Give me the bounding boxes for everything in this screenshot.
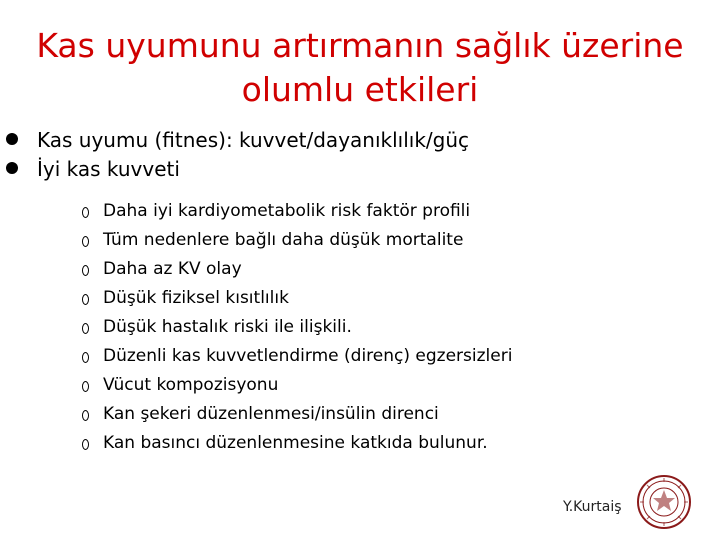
hollow-circle-bullet-icon	[82, 294, 89, 305]
main-bullet-list	[6, 126, 469, 184]
sub-bullet-item	[82, 371, 512, 400]
university-seal-icon	[636, 474, 692, 530]
hollow-circle-bullet-icon	[82, 265, 89, 276]
hollow-circle-bullet-icon	[82, 323, 89, 334]
hollow-circle-bullet-icon	[82, 352, 89, 363]
author-signature: Y.Kurtaiş	[563, 499, 622, 515]
sub-bullet-text: Tüm nedenlere bağlı daha düşük mortalite	[103, 230, 464, 250]
sub-bullet-list	[82, 197, 512, 458]
main-bullet-item	[6, 126, 469, 155]
hollow-circle-bullet-icon	[82, 410, 89, 421]
main-bullet-text: Kas uyumu (fitnes): kuvvet/dayanıklılık/güç	[37, 128, 470, 152]
hollow-circle-bullet-icon	[82, 236, 89, 247]
sub-bullet-item	[82, 226, 512, 255]
sub-bullet-text: Daha iyi kardiyometabolik risk faktör profili	[103, 201, 471, 221]
sub-bullet-text: Düzenli kas kuvvetlendirme (direnç) egzersizleri	[103, 346, 513, 366]
sub-bullet-item	[82, 313, 512, 342]
sub-bullet-text: Daha az KV olay	[103, 259, 242, 279]
title-line-2: olumlu etkileri	[241, 70, 479, 109]
filled-circle-bullet-icon	[6, 162, 18, 174]
title-line-1: Kas uyumunu artırmanın sağlık üzerine	[36, 26, 684, 65]
filled-circle-bullet-icon	[6, 133, 18, 145]
sub-bullet-text: Düşük hastalık riski ile ilişkili.	[103, 317, 352, 337]
main-bullet-item	[6, 155, 469, 184]
sub-bullet-text: Vücut kompozisyonu	[103, 375, 279, 395]
hollow-circle-bullet-icon	[82, 439, 89, 450]
sub-bullet-item	[82, 429, 512, 458]
sub-bullet-text: Kan şekeri düzenlenmesi/insülin direnci	[103, 404, 439, 424]
sub-bullet-item	[82, 342, 512, 371]
main-bullet-text: İyi kas kuvveti	[37, 157, 180, 181]
sub-bullet-item	[82, 284, 512, 313]
sub-bullet-item	[82, 255, 512, 284]
sub-bullet-item	[82, 197, 512, 226]
hollow-circle-bullet-icon	[82, 207, 89, 218]
hollow-circle-bullet-icon	[82, 381, 89, 392]
sub-bullet-text: Kan basıncı düzenlenmesine katkıda bulunur.	[103, 433, 488, 453]
sub-bullet-item	[82, 400, 512, 429]
slide-title	[20, 24, 700, 112]
sub-bullet-text: Düşük fiziksel kısıtlılık	[103, 288, 289, 308]
